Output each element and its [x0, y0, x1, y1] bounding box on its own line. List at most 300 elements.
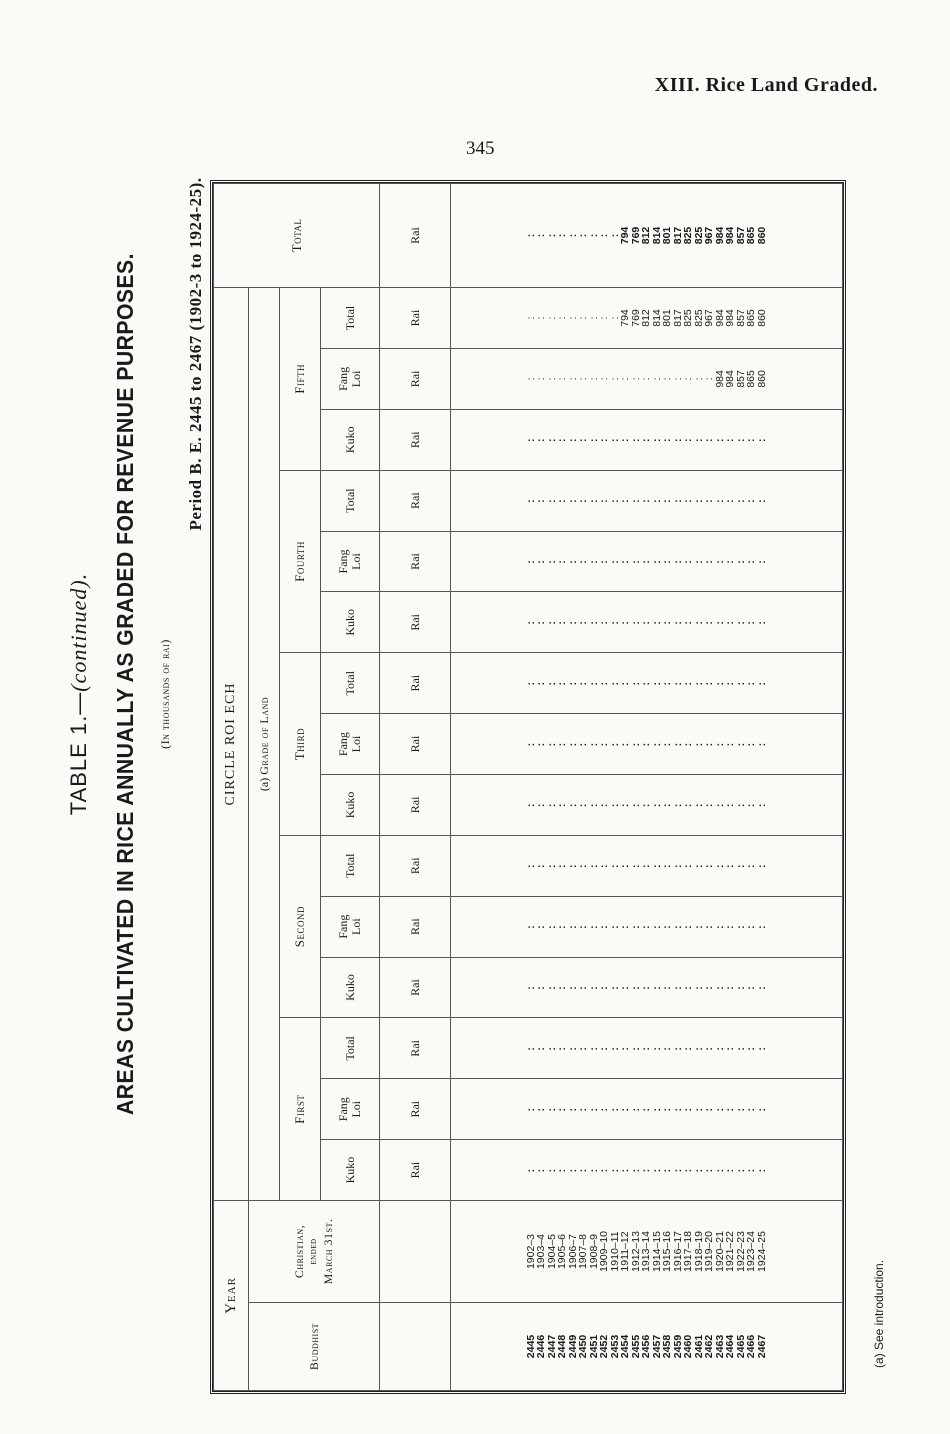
fifth-fang-col	[451, 348, 843, 409]
cell-value: :	[587, 316, 600, 320]
empty-cell-mark: :	[692, 680, 705, 686]
empty-cell-mark: :	[535, 680, 548, 686]
empty-cell-mark: :	[619, 498, 632, 503]
empty-cell-mark: :	[535, 620, 548, 625]
empty-cell-mark: :	[682, 863, 695, 869]
cell-value: 2464	[724, 1334, 737, 1359]
empty-cell-mark: :	[556, 1106, 569, 1112]
empty-cell-mark: :	[682, 1046, 695, 1051]
cell-value: 794	[619, 309, 632, 327]
empty-cell-mark: :	[734, 559, 747, 564]
empty-cell-mark: :	[755, 437, 768, 443]
empty-cell-mark: :	[598, 620, 611, 625]
cell-value: 984	[724, 226, 737, 245]
cell-value: 825	[682, 226, 695, 245]
unit-rai: Rai	[380, 531, 451, 592]
cell-value: 2445	[524, 1334, 537, 1359]
empty-cell-mark: :	[566, 620, 579, 625]
empty-cell-mark: :	[734, 680, 747, 686]
cell-value: 769	[629, 309, 642, 327]
empty-cell-mark: :	[682, 437, 695, 443]
empty-cell-mark: :	[724, 1046, 737, 1051]
cell-value: 2454	[619, 1334, 632, 1359]
empty-cell-mark: :	[535, 802, 548, 808]
empty-cell-mark: :	[587, 680, 600, 686]
empty-cell-mark: :	[682, 802, 695, 808]
empty-cell-mark: :	[640, 1106, 653, 1112]
unit-rai: Rai	[380, 592, 451, 653]
cell-value: 860	[755, 370, 768, 388]
sub-kuko: Kuko	[321, 774, 380, 835]
cell-value: 967	[703, 309, 716, 327]
empty-cell-mark: :	[671, 802, 684, 808]
cell-value: :	[629, 377, 642, 381]
empty-cell-mark: :	[608, 437, 621, 443]
empty-cell-mark: :	[566, 802, 579, 808]
cell-value: 801	[661, 309, 674, 327]
empty-cell-mark: :	[703, 1046, 716, 1051]
christian-header-l2: ended	[308, 1238, 319, 1265]
cell-value: 1911–12	[619, 1231, 632, 1272]
empty-cell-mark: :	[566, 985, 579, 990]
empty-cell-mark: :	[629, 741, 642, 747]
empty-cell-mark: :	[535, 498, 548, 503]
empty-cell-mark: :	[566, 680, 579, 686]
cell-value: 817	[671, 226, 684, 245]
empty-cell-mark: :	[598, 802, 611, 808]
cell-value: 2446	[535, 1334, 548, 1359]
cell-value: :	[556, 316, 569, 320]
cell-value: :	[587, 233, 600, 238]
empty-cell-mark: :	[608, 559, 621, 564]
empty-cell-mark: :	[629, 620, 642, 625]
empty-cell-mark: :	[671, 498, 684, 503]
empty-cell-mark: :	[745, 559, 758, 564]
empty-cell-mark: :	[724, 741, 737, 747]
cell-value: 2460	[682, 1334, 695, 1359]
empty-cell-mark: :	[629, 1046, 642, 1051]
empty-cell-mark: :	[713, 924, 726, 929]
empty-cell-mark: :	[598, 437, 611, 443]
empty-cell-mark: :	[724, 437, 737, 443]
empty-cell-mark: :	[755, 498, 768, 503]
empty-cell-mark: :	[524, 498, 537, 503]
empty-cell-mark: :	[661, 1167, 674, 1173]
christian-header	[249, 1201, 380, 1303]
empty-cell-mark: :	[545, 1046, 558, 1051]
empty-cell-mark: :	[682, 680, 695, 686]
empty-cell-mark: :	[545, 498, 558, 503]
grand-total-col	[451, 184, 843, 288]
empty-cell-mark: :	[650, 985, 663, 990]
empty-cell-mark: :	[724, 1106, 737, 1112]
empty-cell-mark: :	[598, 1106, 611, 1112]
unit-rai: Rai	[380, 957, 451, 1018]
empty-cell-mark: :	[713, 863, 726, 869]
empty-cell-mark: :	[640, 741, 653, 747]
cell-value: 825	[692, 226, 705, 245]
cell-value: :	[587, 377, 600, 381]
unit-rai: Rai	[380, 288, 451, 349]
cell-value: 2453	[608, 1334, 621, 1359]
empty-cell-mark: :	[671, 863, 684, 869]
grade-third: Third	[280, 653, 321, 836]
empty-cell-mark: :	[692, 1167, 705, 1173]
empty-cell-mark: :	[734, 1046, 747, 1051]
empty-cell-mark: :	[619, 1046, 632, 1051]
cell-value: 2457	[650, 1334, 663, 1359]
sub-fang-loi: Fang Loi	[321, 348, 380, 409]
empty-cell-mark: :	[535, 437, 548, 443]
empty-cell-mark: :	[556, 863, 569, 869]
cell-value: 2458	[661, 1334, 674, 1359]
empty-cell-mark: :	[619, 620, 632, 625]
sub-kuko: Kuko	[321, 957, 380, 1018]
empty-cell-mark: :	[755, 802, 768, 808]
cell-value: 1905–6	[556, 1233, 569, 1270]
empty-cell-mark: :	[577, 498, 590, 503]
footnote: (a) See introduction.	[872, 1259, 886, 1368]
cell-value: :	[556, 377, 569, 381]
cell-value: :	[577, 233, 590, 238]
empty-cell-mark: :	[640, 985, 653, 990]
empty-cell-mark: :	[724, 498, 737, 503]
empty-cell-mark: :	[524, 802, 537, 808]
empty-cell-mark: :	[650, 741, 663, 747]
empty-cell-mark: :	[745, 437, 758, 443]
empty-cell-mark: :	[598, 680, 611, 686]
empty-cell-mark: :	[577, 620, 590, 625]
empty-cell-mark: :	[577, 1167, 590, 1173]
cell-value: 1919–20	[703, 1231, 716, 1272]
empty-cell-mark: :	[755, 1106, 768, 1112]
empty-cell-mark: :	[587, 437, 600, 443]
empty-cell-mark: :	[629, 437, 642, 443]
empty-cell-mark: :	[545, 437, 558, 443]
fourth-fang-col	[451, 531, 843, 592]
empty-cell-mark: :	[545, 741, 558, 747]
empty-cell-mark: :	[661, 559, 674, 564]
cell-value: 817	[671, 309, 684, 327]
empty-cell-mark: :	[566, 498, 579, 503]
empty-cell-mark: :	[619, 680, 632, 686]
cell-value: 2465	[734, 1334, 747, 1359]
grade-label: Grade of Land	[256, 696, 271, 775]
empty-cell-mark: :	[577, 559, 590, 564]
cell-value: 865	[745, 226, 758, 245]
empty-cell-mark: :	[713, 620, 726, 625]
empty-cell-mark: :	[545, 802, 558, 808]
sub-fang-loi: Fang Loi	[321, 896, 380, 957]
empty-cell-mark: :	[587, 924, 600, 929]
empty-cell-mark: :	[703, 1167, 716, 1173]
empty-cell-mark: :	[608, 741, 621, 747]
empty-cell-mark: :	[587, 1046, 600, 1051]
empty-cell-mark: :	[629, 924, 642, 929]
empty-cell-mark: :	[650, 1046, 663, 1051]
cell-value: 1922–23	[734, 1231, 747, 1272]
buddhist-header: Buddhist	[249, 1303, 380, 1391]
christian-years-col	[451, 1201, 843, 1303]
cell-value: 1902–3	[524, 1233, 537, 1270]
empty-cell-mark: :	[640, 680, 653, 686]
empty-cell-mark: :	[734, 498, 747, 503]
empty-cell-mark: :	[566, 741, 579, 747]
empty-cell-mark: :	[692, 559, 705, 564]
empty-cell-mark: :	[619, 559, 632, 564]
cell-value: 1917–18	[682, 1231, 695, 1272]
cell-value: :	[598, 233, 611, 238]
empty-cell-mark: :	[619, 1167, 632, 1173]
empty-cell-mark: :	[755, 985, 768, 990]
empty-cell-mark: :	[566, 1046, 579, 1051]
empty-cell-mark: :	[661, 620, 674, 625]
empty-cell-mark: :	[671, 1167, 684, 1173]
cell-value: 1921–22	[724, 1231, 737, 1272]
empty-cell-mark: :	[671, 1046, 684, 1051]
empty-cell-mark: :	[724, 924, 737, 929]
empty-cell-mark: :	[587, 802, 600, 808]
empty-cell-mark: :	[608, 924, 621, 929]
empty-cell-mark: :	[682, 741, 695, 747]
empty-cell-mark: :	[682, 985, 695, 990]
cell-value: :	[577, 316, 590, 320]
cell-value: 1916–17	[671, 1231, 684, 1272]
empty-cell-mark: :	[745, 863, 758, 869]
empty-cell-mark: :	[566, 924, 579, 929]
empty-cell-mark: :	[524, 680, 537, 686]
empty-cell-mark: :	[724, 863, 737, 869]
empty-cell-mark: :	[566, 863, 579, 869]
empty-cell-mark: :	[745, 1106, 758, 1112]
empty-cell-mark: :	[577, 680, 590, 686]
empty-cell-mark: :	[703, 741, 716, 747]
cell-value: 2451	[587, 1334, 600, 1359]
empty-cell-mark: :	[713, 437, 726, 443]
empty-cell-mark: :	[661, 863, 674, 869]
table-label-text: TABLE 1.—	[66, 691, 91, 816]
cell-value: :	[671, 377, 684, 381]
empty-cell-mark: :	[682, 1167, 695, 1173]
empty-cell-mark: :	[619, 924, 632, 929]
empty-cell-mark: :	[608, 498, 621, 503]
unit-rai: Rai	[380, 348, 451, 409]
cell-value: 2461	[692, 1334, 705, 1359]
empty-cell-mark: :	[587, 985, 600, 990]
empty-cell-mark: :	[524, 924, 537, 929]
cell-value: :	[608, 233, 621, 238]
cell-value: 1914–15	[650, 1231, 663, 1272]
grade-header	[249, 288, 280, 1201]
cell-value: 1923–24	[745, 1231, 758, 1272]
empty-cell-mark: :	[535, 559, 548, 564]
empty-cell-mark: :	[671, 559, 684, 564]
empty-cell-mark: :	[619, 437, 632, 443]
cell-value: 2466	[745, 1334, 758, 1359]
cell-value: 1906–7	[566, 1233, 579, 1270]
cell-value: 825	[682, 309, 695, 327]
cell-value: 1910–11	[608, 1231, 621, 1272]
empty-cell-mark: :	[692, 802, 705, 808]
cell-value: 1912–13	[629, 1231, 642, 1272]
cell-value: :	[608, 377, 621, 381]
empty-cell-mark: :	[608, 680, 621, 686]
empty-cell-mark: :	[671, 924, 684, 929]
empty-cell-mark: :	[587, 863, 600, 869]
empty-cell-mark: :	[545, 559, 558, 564]
empty-cell-mark: :	[745, 680, 758, 686]
sub-fang-loi: Fang Loi	[321, 1079, 380, 1140]
empty-cell-mark: :	[545, 863, 558, 869]
fifth-kuko-col	[451, 409, 843, 470]
empty-cell-mark: :	[713, 985, 726, 990]
empty-cell-mark: :	[734, 1106, 747, 1112]
cell-value: :	[703, 377, 716, 381]
cell-value: :	[692, 377, 705, 381]
second-kuko-col	[451, 957, 843, 1018]
empty-cell-mark: :	[587, 1167, 600, 1173]
empty-cell-mark: :	[650, 680, 663, 686]
empty-cell-mark: :	[755, 620, 768, 625]
empty-cell-mark: :	[545, 1106, 558, 1112]
cell-value: :	[566, 316, 579, 320]
unit-rai: Rai	[380, 409, 451, 470]
empty-cell-mark: :	[650, 437, 663, 443]
empty-cell-mark: :	[640, 1167, 653, 1173]
cell-value: 2467	[755, 1334, 768, 1359]
cell-value: 984	[724, 370, 737, 388]
christian-header-l1: Christian,	[292, 1224, 306, 1279]
grade-first: First	[280, 1018, 321, 1201]
empty-cell-mark: :	[556, 1046, 569, 1051]
empty-cell-mark: :	[598, 559, 611, 564]
empty-cell-mark: :	[671, 1106, 684, 1112]
unit-rai: Rai	[380, 1140, 451, 1201]
empty-cell-mark: :	[661, 802, 674, 808]
empty-cell-mark: :	[713, 741, 726, 747]
empty-cell-mark: :	[587, 498, 600, 503]
cell-value: 814	[650, 309, 663, 327]
empty-cell-mark: :	[682, 924, 695, 929]
empty-cell-mark: :	[535, 1167, 548, 1173]
sub-kuko: Kuko	[321, 409, 380, 470]
cell-value: 1920–21	[713, 1231, 726, 1272]
empty-cell-mark: :	[524, 559, 537, 564]
cell-value: 1909–10	[598, 1231, 611, 1272]
empty-cell-mark: :	[524, 741, 537, 747]
empty-cell-mark: :	[556, 559, 569, 564]
cell-value: 1904–5	[545, 1233, 558, 1270]
cell-value: 1915–16	[661, 1231, 674, 1272]
cell-value: 865	[745, 370, 758, 388]
empty-cell-mark: :	[734, 1167, 747, 1173]
empty-cell-mark: :	[671, 741, 684, 747]
empty-cell-mark: :	[703, 1106, 716, 1112]
empty-cell-mark: :	[556, 680, 569, 686]
empty-cell-mark: :	[629, 680, 642, 686]
cell-value: :	[566, 233, 579, 238]
second-total-col	[451, 835, 843, 896]
unit-rai: Rai	[380, 470, 451, 531]
unit-blank	[380, 1201, 451, 1303]
cell-value: :	[524, 316, 537, 320]
empty-cell-mark: :	[629, 1167, 642, 1173]
third-fang-col	[451, 714, 843, 775]
empty-cell-mark: :	[661, 680, 674, 686]
empty-cell-mark: :	[745, 498, 758, 503]
empty-cell-mark: :	[598, 1167, 611, 1173]
empty-cell-mark: :	[745, 985, 758, 990]
empty-cell-mark: :	[640, 802, 653, 808]
empty-cell-mark: :	[524, 1167, 537, 1173]
empty-cell-mark: :	[598, 863, 611, 869]
empty-cell-mark: :	[619, 863, 632, 869]
empty-cell-mark: :	[587, 1106, 600, 1112]
empty-cell-mark: :	[629, 985, 642, 990]
cell-value: 860	[755, 226, 768, 245]
empty-cell-mark: :	[703, 680, 716, 686]
empty-cell-mark: :	[745, 924, 758, 929]
empty-cell-mark: :	[745, 741, 758, 747]
cell-value: 1908–9	[587, 1233, 600, 1270]
empty-cell-mark: :	[640, 863, 653, 869]
empty-cell-mark: :	[703, 498, 716, 503]
empty-cell-mark: :	[524, 1106, 537, 1112]
empty-cell-mark: :	[650, 559, 663, 564]
christian-header-l3: March 31st.	[321, 1218, 335, 1285]
cell-value: 1913–14	[640, 1231, 653, 1272]
empty-cell-mark: :	[598, 741, 611, 747]
sub-total: Total	[321, 470, 380, 531]
cell-value: 2462	[703, 1334, 716, 1359]
cell-value: 857	[734, 226, 747, 245]
empty-cell-mark: :	[650, 1167, 663, 1173]
cell-value: 984	[713, 370, 726, 388]
sub-kuko: Kuko	[321, 592, 380, 653]
empty-cell-mark: :	[629, 802, 642, 808]
buddhist-years-col	[451, 1303, 843, 1391]
empty-cell-mark: :	[713, 1167, 726, 1173]
cell-value: :	[545, 316, 558, 320]
cell-value: :	[566, 377, 579, 381]
empty-cell-mark: :	[682, 559, 695, 564]
empty-cell-mark: :	[577, 985, 590, 990]
sub-total: Total	[321, 653, 380, 714]
empty-cell-mark: :	[745, 1046, 758, 1051]
empty-cell-mark: :	[577, 1046, 590, 1051]
cell-value: 2448	[556, 1334, 569, 1359]
fifth-total-col	[451, 288, 843, 349]
table-continued: (continued).	[66, 572, 91, 692]
empty-cell-mark: :	[734, 924, 747, 929]
empty-cell-mark: :	[566, 559, 579, 564]
empty-cell-mark: :	[598, 1046, 611, 1051]
cell-value: :	[619, 377, 632, 381]
empty-cell-mark: :	[692, 741, 705, 747]
cell-value: :	[608, 316, 621, 320]
main-title: AREAS CULTIVATED IN RICE ANNUALLY AS GRADED FOR REVENUE PURPOSES.	[112, 253, 138, 1115]
sub-total: Total	[321, 288, 380, 349]
empty-cell-mark: :	[566, 1167, 579, 1173]
empty-cell-mark: :	[524, 620, 537, 625]
empty-cell-mark: :	[745, 1167, 758, 1173]
cell-value: 812	[640, 309, 653, 327]
unit-rai: Rai	[380, 896, 451, 957]
empty-cell-mark: :	[545, 1167, 558, 1173]
cell-value: :	[535, 233, 548, 238]
empty-cell-mark: :	[556, 985, 569, 990]
second-fang-col	[451, 896, 843, 957]
